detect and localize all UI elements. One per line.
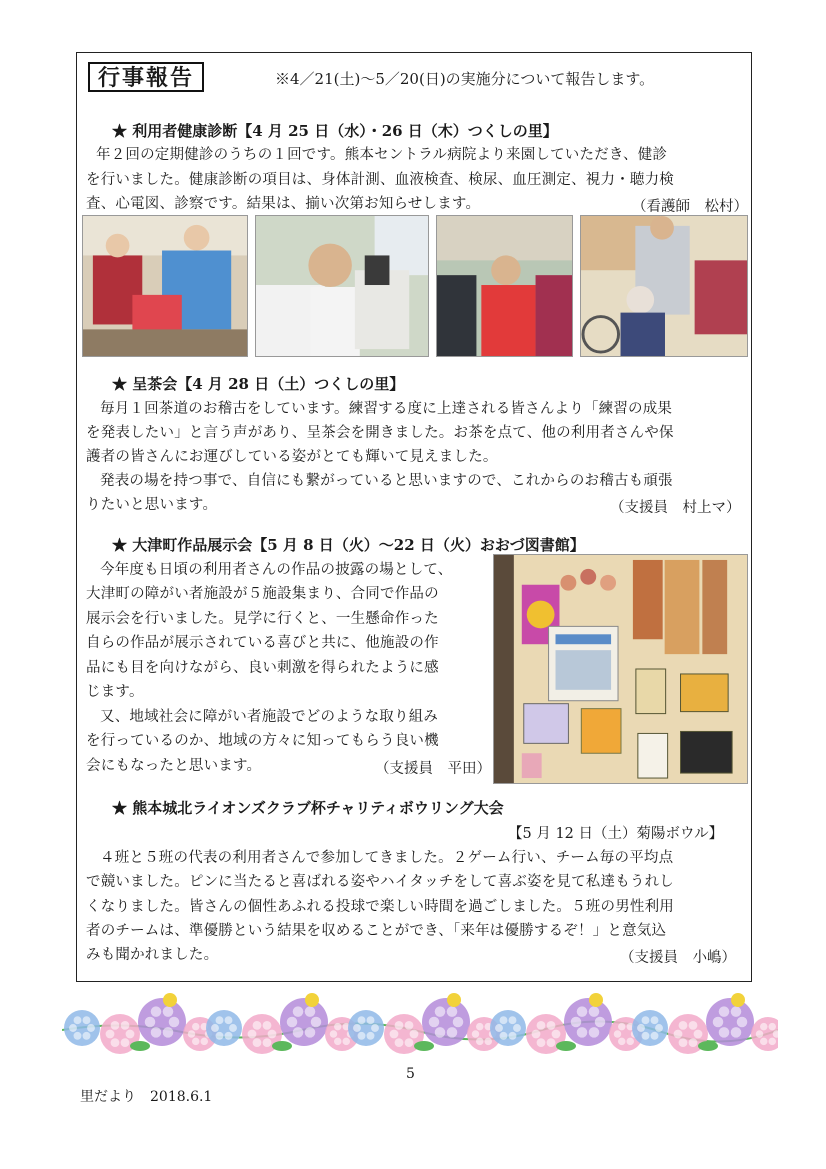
snail-icon: [589, 993, 603, 1007]
section-text-line: 毎月１回茶道のお稽古をしています。練習する度に上達される皆さんより「練習の成果: [100, 401, 673, 417]
publication-footer: 里だより 2018.6.1: [80, 1089, 213, 1105]
section-text-line: 者のチームは、準優勝という結果を収めることができ、「来年は優勝するぞ！」と意気込: [86, 923, 667, 939]
section-heading-bowling: ★ 熊本城北ライオンズクラブ杯チャリティボウリング大会: [112, 799, 504, 817]
page-number: 5: [406, 1066, 415, 1082]
signature: （看護師 松村）: [632, 199, 748, 215]
signature: （支援員 村上マ）: [610, 500, 741, 516]
section-text-line: りたいと思います。: [86, 497, 218, 513]
section-heading-health-checkup: ★ 利用者健康診断【4 月 25 日（水）・26 日（木）つくしの里】: [112, 122, 558, 140]
section-text-line: ４班と５班の代表の利用者さんで参加してきました。２ゲーム行い、チーム毎の平均点: [100, 850, 674, 866]
section-text-line: 発表の場を持つ事で、自信にも繋がっていると思いますので、これからのお稽古も頑張: [100, 473, 673, 489]
section-text-line: 年２回の定期健診のうちの１回です。熊本セントラル病院より来園していただき、健診: [96, 147, 668, 163]
hydrangea-border-decoration: [62, 990, 778, 1060]
section-text-line: 護者の皆さんにお運びしている姿がとても輝いて見えました。: [86, 449, 498, 465]
section-text-line: を行いました。健康診断の項目は、身体計測、血液検査、検尿、血圧測定、視力・聴力検: [86, 172, 674, 188]
snail-icon: [163, 993, 177, 1007]
photo-health-checkup-1: [82, 215, 248, 357]
leaf-icon: [130, 1041, 150, 1051]
section-text-line: 大津町の障がい者施設が５施設集まり、合同で作品の: [86, 586, 439, 602]
section-text-line: みも聞かれました。: [86, 947, 219, 963]
section-text-line: を行っているのか、地域の方々に知ってもらう良い機: [86, 733, 439, 749]
section-text-line: 査、心電図、診察です。結果は、揃い次第お知らせします。: [86, 196, 481, 212]
section-text-line: じます。: [86, 684, 144, 700]
section-heading-art-exhibition: ★ 大津町作品展示会【5 月 8 日（火）〜22 日（火）おおづ図書館】: [112, 536, 585, 554]
leaf-icon: [698, 1041, 718, 1051]
snail-icon: [447, 993, 461, 1007]
leaf-icon: [556, 1041, 576, 1051]
photo-health-checkup-3: [436, 215, 573, 357]
section-text-line: 今年度も日頃の利用者さんの作品の披露の場として、: [100, 562, 453, 578]
photo-health-checkup-2: [255, 215, 429, 357]
intro-note: ※4／21(土)〜5／20(日)の実施分について報告します。: [275, 70, 655, 88]
photo-art-exhibition: [493, 554, 748, 784]
photo-health-checkup-4: [580, 215, 748, 357]
page-title: 行事報告: [88, 62, 204, 92]
signature: （支援員 平田）: [375, 761, 491, 777]
section-text-line: 又、地域社会に障がい者施設でどのような取り組み: [100, 709, 439, 725]
section-text-line: くなりました。皆さんの個性あふれる投球で楽しい時間を過ごしました。５班の男性利用: [86, 899, 674, 915]
section-subheading-bowling: 【5 月 12 日（土）菊陽ボウル】: [508, 826, 724, 842]
section-text-line: 展示会を行いました。見学に行くと、一生懸命作った: [86, 611, 439, 627]
section-text-line: 自らの作品が展示されている喜びと共に、他施設の作: [86, 635, 439, 651]
section-heading-tea-ceremony: ★ 呈茶会【4 月 28 日（土）つくしの里】: [112, 375, 405, 393]
section-text-line: で競いました。ピンに当たると喜ばれる姿やハイタッチをして喜ぶ姿を見て私達もうれし: [86, 874, 674, 890]
leaf-icon: [414, 1041, 434, 1051]
leaf-icon: [272, 1041, 292, 1051]
section-text-line: を発表したい」と言う声があり、呈茶会を開きました。お茶を点て、他の利用者さんや保: [86, 425, 674, 441]
snail-icon: [305, 993, 319, 1007]
snail-icon: [731, 993, 745, 1007]
section-text-line: 品にも目を向けながら、良い刺激を得られたように感: [86, 660, 439, 676]
section-text-line: 会にもなったと思います。: [86, 758, 262, 774]
signature: （支援員 小嶋）: [620, 950, 736, 966]
